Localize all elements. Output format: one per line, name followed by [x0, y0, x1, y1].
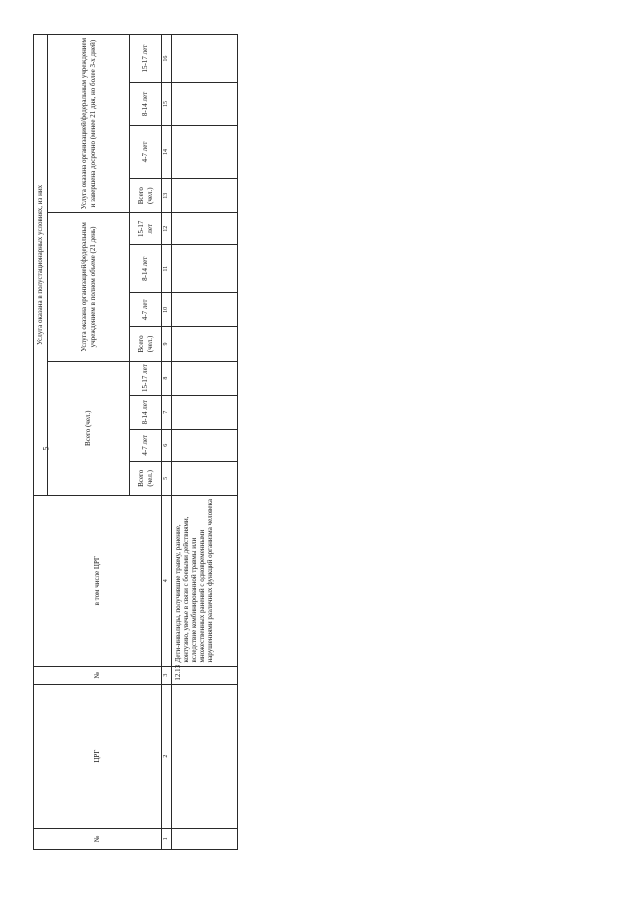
- subcol-4-7: 4-7 лет: [130, 429, 162, 461]
- index-cell: 4: [162, 495, 172, 666]
- subgroup-full: Услуга оказана организацией/федеральным учреждением в полном объеме (21 день): [48, 213, 130, 361]
- table-row: [171, 35, 237, 850]
- index-cell: 6: [162, 429, 172, 461]
- row-crg: [171, 684, 237, 828]
- index-cell: 11: [162, 245, 172, 293]
- row-num: [171, 828, 237, 849]
- index-row: [162, 35, 172, 850]
- table-cell: [171, 179, 237, 213]
- subcol-8-14: 8-14 лет: [130, 83, 162, 126]
- table-cell: [171, 293, 237, 327]
- subcol-4-7: 4-7 лет: [130, 293, 162, 327]
- subcol-15-17: 15-17 лет: [130, 361, 162, 395]
- index-cell: 12: [162, 213, 172, 245]
- table-cell: [171, 361, 237, 395]
- subcol-15-17: 15-17 лет: [130, 213, 162, 245]
- table-cell: [171, 461, 237, 495]
- index-cell: 16: [162, 35, 172, 83]
- rotated-table-container: [33, 34, 236, 850]
- subgroup-total: Всего (чел.): [48, 361, 130, 495]
- subcol-total: Всего (чел.): [130, 327, 162, 361]
- index-cell: 10: [162, 293, 172, 327]
- table-cell: [171, 327, 237, 361]
- subcol-total: Всего (чел.): [130, 179, 162, 213]
- table-cell: [171, 83, 237, 126]
- table-cell: [171, 245, 237, 293]
- header-sub-num: №: [34, 666, 162, 684]
- table-cell: [171, 213, 237, 245]
- index-cell: 15: [162, 83, 172, 126]
- index-cell: 2: [162, 684, 172, 828]
- index-cell: 14: [162, 125, 172, 178]
- row-sub-num: 12.13: [171, 666, 237, 684]
- header-num: №: [34, 828, 162, 849]
- index-cell: 13: [162, 179, 172, 213]
- subgroup-early: Услуга оказана организацией/федеральным учреждением и завершена досрочно (менее 21 дня, но более 3-х дней): [48, 35, 130, 213]
- index-cell: 7: [162, 395, 172, 429]
- table-cell: [171, 35, 237, 83]
- table-cell: [171, 125, 237, 178]
- header-including-crg: в том числе ЦРГ: [34, 495, 162, 666]
- group-header: Услуга оказана в полустационарных условиях, из них: [34, 35, 48, 496]
- header-crg: ЦРГ: [34, 684, 162, 828]
- index-cell: 9: [162, 327, 172, 361]
- subcol-4-7: 4-7 лет: [130, 125, 162, 178]
- index-cell: 5: [162, 461, 172, 495]
- index-cell: 3: [162, 666, 172, 684]
- row-description: Дети-инвалиды, получившие травму, ранение, контузию, увечье в связи с боевыми действиями, вследствие комбинированной травмы или множественных ранений с одновременными нарушениями различных функций организма человека: [171, 495, 237, 666]
- table-cell: [171, 395, 237, 429]
- subcol-15-17: 15-17 лет: [130, 35, 162, 83]
- table-cell: [171, 429, 237, 461]
- subcol-8-14: 8-14 лет: [130, 395, 162, 429]
- page-number: 5: [41, 446, 51, 451]
- index-cell: 1: [162, 828, 172, 849]
- index-cell: 8: [162, 361, 172, 395]
- subcol-8-14: 8-14 лет: [130, 245, 162, 293]
- subcol-total: Всего (чел.): [130, 461, 162, 495]
- report-table: [33, 34, 238, 850]
